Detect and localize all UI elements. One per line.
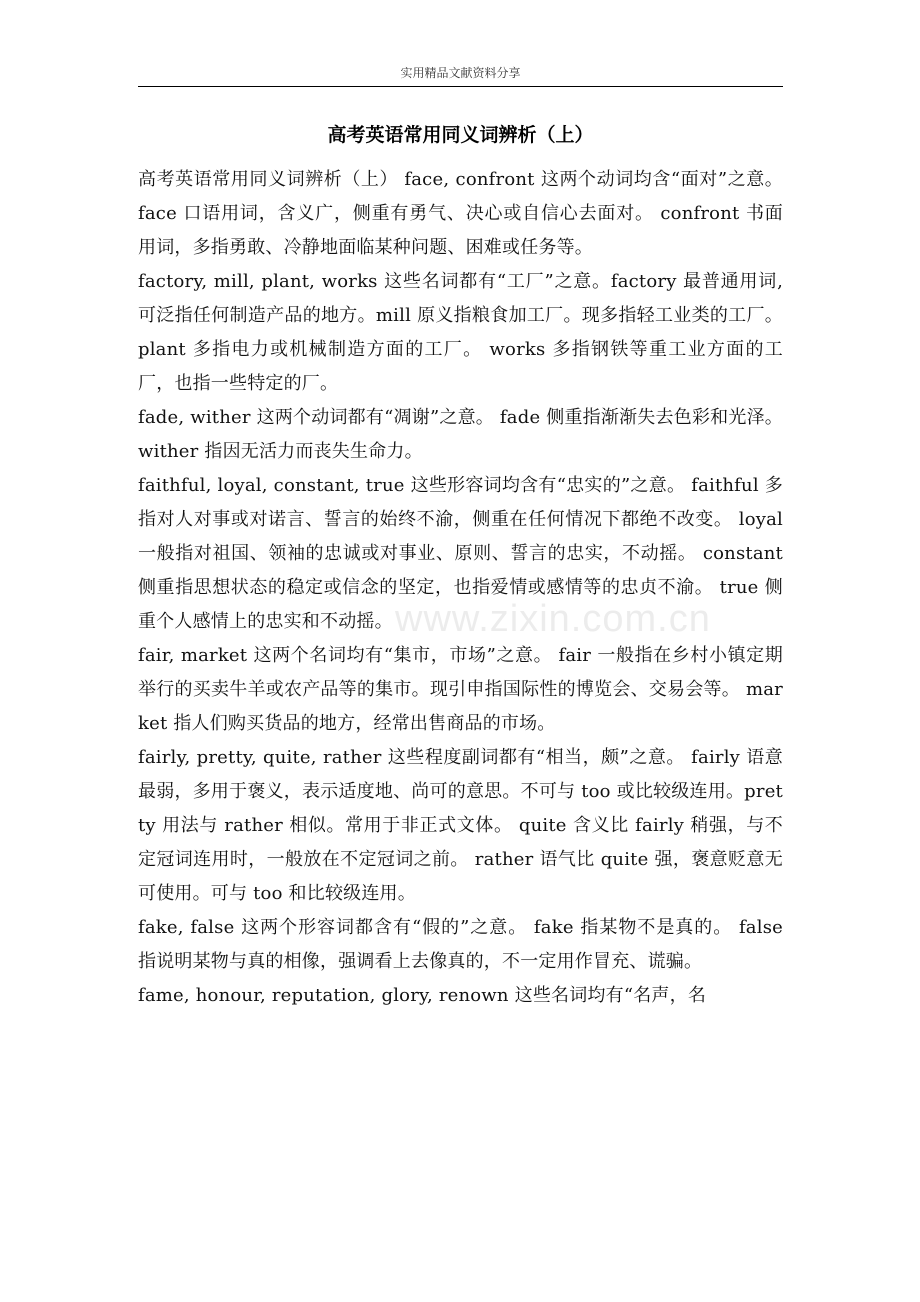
paragraph-faithful-loyal: faithful, loyal, constant, true 这些形容词均含有“忠实的”之意。 faithful 多指对人对事或对诺言、誓言的始终不渝，侧重在任何情况下都绝不改变。 loyal 一般指对祖国、领袖的忠诚或对事业、原则、誓言的忠实，不动摇。 constant 侧重指思想状态的稳定或信念的坚定，也指爱情或感情等的忠贞不渝。 true 侧重个人感情上的忠实和不动摇。	[138, 475, 783, 632]
document-body	[138, 163, 783, 1013]
paragraph-fair-market: fair, market 这两个名词均有“集市，市场”之意。 fair 一般指在乡村小镇定期举行的买卖牛羊或农产品等的集市。现引申指国际性的博览会、交易会等。 market 指人们购买货品的地方，经常出售商品的市场。	[138, 645, 783, 734]
paragraph-factory-mill: factory, mill, plant, works 这些名词都有“工厂”之意。factory 最普通用词,可泛指任何制造产品的地方。mill 原义指粮食加工厂。现多指轻工业类的工厂。 plant 多指电力或机械制造方面的工厂。 works 多指钢铁等重工业方面的工厂，也指一些特定的厂。	[138, 271, 783, 394]
paragraph-fairly-pretty: fairly, pretty, quite, rather 这些程度副词都有“相当，颇”之意。 fairly 语意最弱，多用于褒义，表示适度地、尚可的意思。不可与 too 或比较级连用。pretty 用法与 rather 相似。常用于非正式文体。 quite 含义比 fairly 稍强，与不定冠词连用时，一般放在不定冠词之前。 rather 语气比 quite 强，褒意贬意无可使用。可与 too 和比较级连用。	[138, 747, 783, 904]
paragraph-fade-wither: fade, wither 这两个动词都有“凋谢”之意。 fade 侧重指渐渐失去色彩和光泽。 wither 指因无活力而丧失生命力。	[138, 407, 783, 462]
paragraph-fake-false: fake, false 这两个形容词都含有“假的”之意。 fake 指某物不是真的。 false 指说明某物与真的相像，强调看上去像真的，不一定用作冒充、谎骗。	[138, 917, 783, 972]
paragraph-face-confront: 高考英语常用同义词辨析（上） face, confront 这两个动词均含“面对”之意。 face 口语用词，含义广，侧重有勇气、决心或自信心去面对。 confront 书面用词，多指勇敢、冷静地面临某种问题、困难或任务等。	[138, 169, 783, 258]
page-header	[138, 62, 783, 87]
paragraph-fame-honour: fame, honour, reputation, glory, renown 这些名词均有“名声，名	[138, 985, 707, 1006]
header-text: 实用精品文献资料分享	[400, 66, 521, 80]
watermark: www.zixin.com.cn	[395, 598, 711, 640]
document-title: 高考英语常用同义词辨析（上）	[327, 124, 594, 146]
